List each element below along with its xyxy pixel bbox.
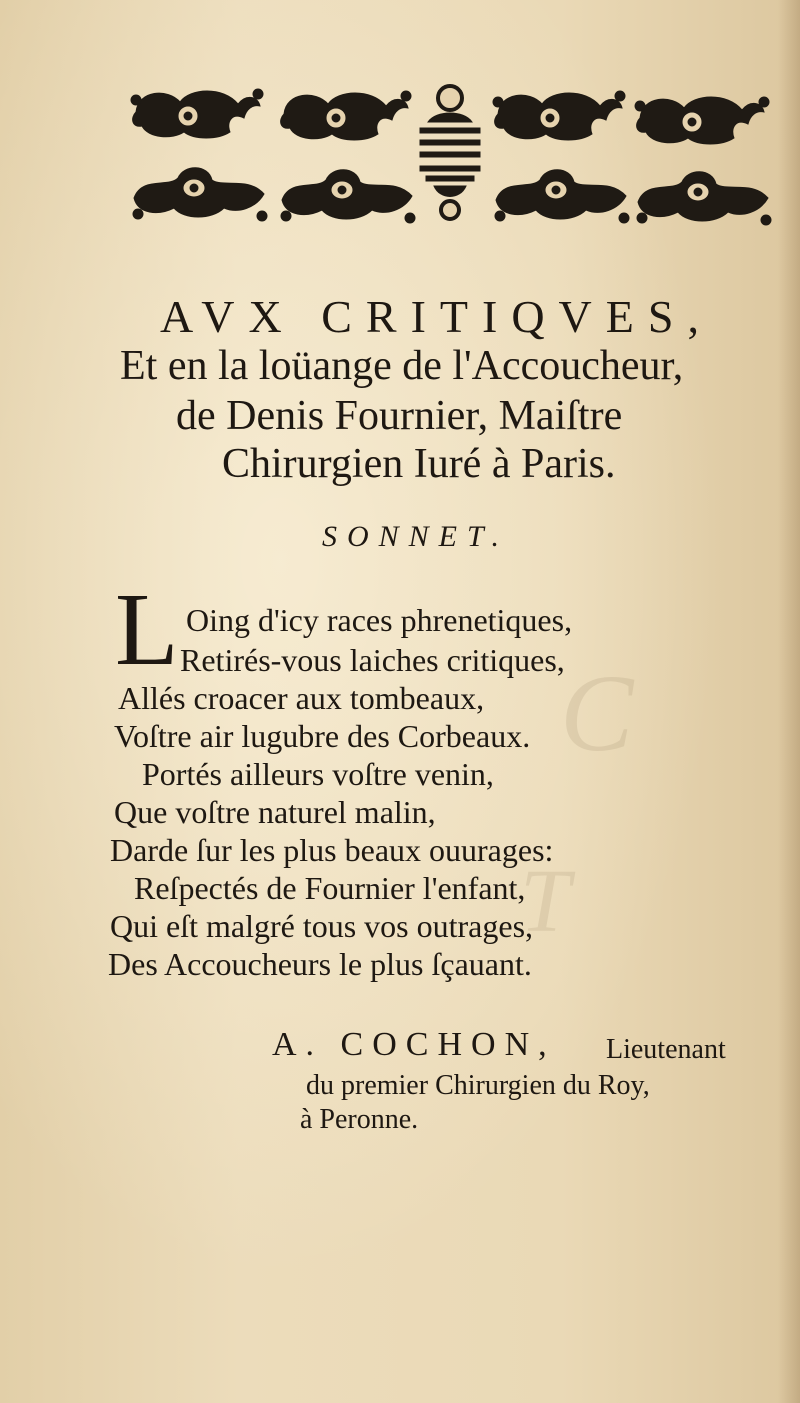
verse-line-1: Oing d'icy races phrenetiques, xyxy=(186,602,573,638)
signature-role-2: du premier Chirurgien du Roy, xyxy=(306,1070,650,1101)
verse-line-10: Des Accoucheurs le plus ſçauant. xyxy=(108,946,532,982)
fleuron-headpiece-icon xyxy=(128,82,774,232)
sonnet-title: SONNET. xyxy=(322,520,509,553)
verse-line-2: Retirés-vous laiches critiques, xyxy=(180,642,565,678)
verse-line-3: Allés croacer aux tombeaux, xyxy=(118,680,485,716)
show-through-mark: C xyxy=(560,652,634,774)
page-edge-shadow xyxy=(778,0,800,1403)
drop-cap: L xyxy=(115,572,179,687)
heading-title: AVX CRITIQVES, xyxy=(160,291,713,342)
verse-line-6: Que voſtre naturel malin, xyxy=(114,794,436,830)
verse-line-7: Darde ſur les plus beaux ouurages: xyxy=(110,832,554,868)
show-through-mark: T xyxy=(520,852,571,951)
signature-place: à Peronne. xyxy=(300,1104,419,1135)
heading-line-1: Et en la loüange de l'Accoucheur, xyxy=(120,343,684,389)
signature-role-1: Lieutenant xyxy=(606,1034,726,1065)
heading-line-2: de Denis Fournier, Maiſtre xyxy=(176,393,623,439)
signature-name: A. COCHON, xyxy=(272,1026,556,1063)
verse-line-8: Reſpectés de Fournier l'enfant, xyxy=(134,870,526,906)
verse-line-9: Qui eſt malgré tous vos outrages, xyxy=(110,908,534,944)
verse-line-4: Voſtre air lugubre des Corbeaux. xyxy=(114,718,531,754)
heading-line-3: Chirurgien Iuré à Paris. xyxy=(222,441,616,487)
verse-line-5: Portés ailleurs voſtre venin, xyxy=(142,756,494,792)
